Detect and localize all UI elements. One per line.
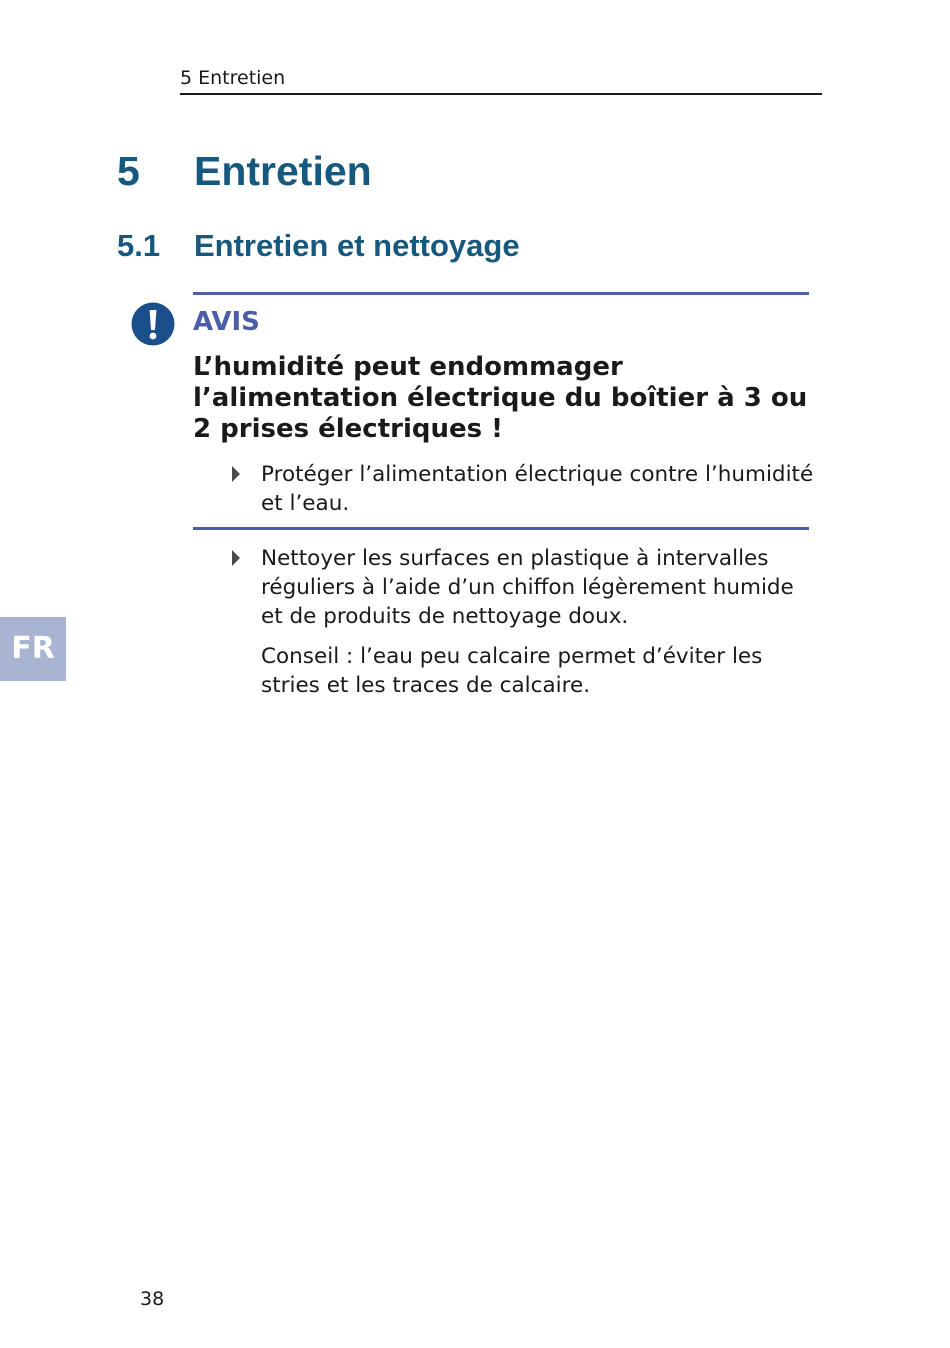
section-number: 5.1 — [117, 228, 161, 263]
chapter-title: Entretien — [194, 148, 372, 194]
page-number: 38 — [140, 1288, 165, 1310]
section-title: Entretien et nettoyage — [194, 228, 520, 263]
notice-signal-word: AVIS — [193, 307, 260, 337]
exclamation-circle-icon — [130, 301, 176, 347]
cleaning-instruction-text: Nettoyer les surfaces en plastique à intervalles réguliers à l’aide d’un chiffon légèrement humide et de produits de nettoyage doux. — [261, 546, 794, 629]
chapter-number: 5 — [117, 148, 140, 194]
running-header: 5 Entretien — [180, 66, 822, 95]
bullet-arrow-icon — [232, 466, 240, 482]
notice-instruction-text: Protéger l’alimentation électrique contre l’humidité et l’eau. — [261, 462, 814, 516]
bullet-arrow-icon — [232, 550, 240, 566]
notice-bottom-rule — [193, 527, 809, 530]
tip-text: Conseil : l’eau peu calcaire permet d’éviter les stries et les traces de calcaire. — [261, 644, 763, 698]
notice-hazard-text: L’humidité peut endommager l’alimentation électrique du boîtier à 3 ou 2 prises électriques ! — [193, 352, 808, 444]
language-tab: FR — [0, 617, 66, 681]
notice-top-rule — [193, 292, 809, 295]
